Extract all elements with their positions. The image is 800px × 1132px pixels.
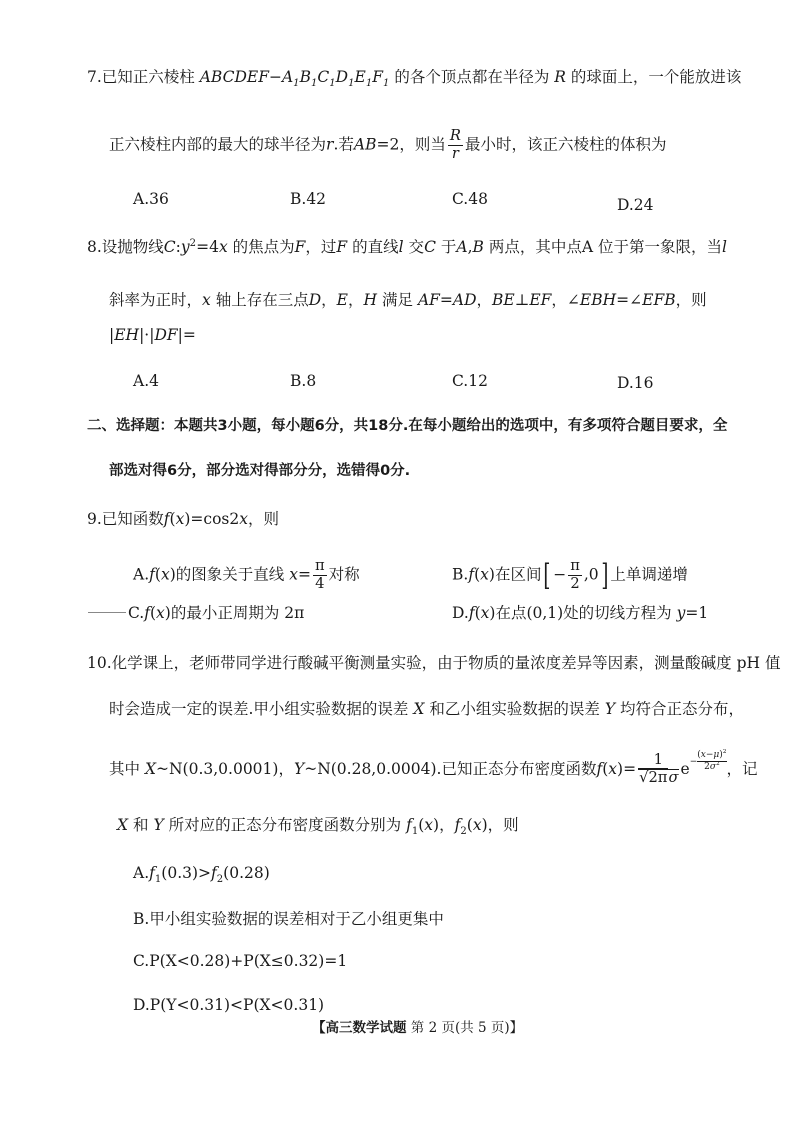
footer-page-number: 第 2 页(共 5 页)】 bbox=[410, 1020, 524, 1036]
section2-heading-line1: 二、选择题：本题共3小题，每小题6分，共18分.在每小题给出的选项中，有多项符合题目要求，全 bbox=[87, 418, 728, 434]
q10-option-c[interactable]: C.P(X<0.28)+P(X≤0.32)=1 bbox=[133, 952, 348, 970]
q7-option-c[interactable]: C.48 bbox=[452, 190, 488, 208]
q7-stem-line2: 正六棱柱内部的最大的球半径为r.若AB=2，则当 $\frac{R}{r}$ 最小时，该正六棱柱的体积为 bbox=[109, 127, 667, 162]
q8-stem-line3: |EH|·|DF|= bbox=[109, 326, 196, 344]
q9-fraction-pi-over-2: $\frac{\pi}{2}$ bbox=[570, 557, 580, 592]
q9-stem: 9.已知函数f(x)=cos2x，则 bbox=[87, 510, 279, 528]
q10-stem-line2: 时会造成一定的误差.甲小组实验数据的误差 X 和乙小组实验数据的误差 Y 均符合正态分布， bbox=[109, 700, 744, 718]
q8-option-a[interactable]: A.4 bbox=[133, 372, 159, 390]
q10-stem-line4: X 和 Y 所对应的正态分布密度函数分别为 $f_1(x)$，$f_2(x)$，则 bbox=[117, 816, 519, 838]
page-footer bbox=[312, 1020, 523, 1036]
q10-stem-line3: 其中 X~N(0.3,0.0001)，Y~N(0.28,0.0004).已知正态分布密度函数f(x)= $\frac{1}{√2\pi\sigma}$ $e^{- \frac{(x-\mu)^2}{2\sigma^2}}$ ，记 bbox=[109, 749, 758, 787]
q9-option-c[interactable]: C.f(x)的最小正周期为 2π bbox=[128, 604, 305, 622]
q10-option-d[interactable]: D.P(Y<0.31)<P(X<0.31) bbox=[133, 996, 325, 1014]
q10-stem-line1: 10.化学课上，老师带同学进行酸碱平衡测量实验，由于物质的量浓度差异等因素，测量酸碱度 pH 值 bbox=[87, 654, 781, 672]
q8-stem-line2: 斜率为正时，x 轴上存在三点D，E，H 满足 AF=AD，BE⊥EF，∠EBH=∠EFB，则 bbox=[109, 291, 707, 309]
q9-fraction-pi-over-4: $\frac{\pi}{4}$ bbox=[314, 557, 325, 592]
q9-option-c-mark bbox=[88, 612, 126, 613]
q9-option-a[interactable]: A.f(x)的图象关于直线 x= $\frac{\pi}{4}$ 对称 bbox=[133, 557, 360, 592]
q9-option-b[interactable]: B.f(x)在区间[ − $\frac{\pi}{2}$ ,0] 上单调递增 bbox=[452, 557, 688, 593]
q8-option-d[interactable]: D.16 bbox=[617, 374, 654, 392]
q8-option-b[interactable]: B.8 bbox=[290, 372, 317, 390]
q7-option-a[interactable]: A.36 bbox=[133, 190, 169, 208]
q7-prism-name: $ABCDEF-A_1B_1C_1D_1E_1F_1$ bbox=[199, 68, 390, 90]
q7-fraction-R-over-r: $\frac{R}{r}$ bbox=[449, 127, 461, 162]
footer-title: 【高三数学试题 bbox=[312, 1020, 407, 1036]
q7-option-b[interactable]: B.42 bbox=[290, 190, 327, 208]
section2-heading-line2: 部选对得6分，部分选对得部分分，选错得0分. bbox=[109, 463, 411, 479]
q10-option-b[interactable]: B.甲小组实验数据的误差相对于乙小组更集中 bbox=[133, 910, 444, 928]
q8-stem-line1: 8.设抛物线$C:y^2=4x$ 的焦点为F，过F 的直线l 交C 于A,B 两点，其中点A 位于第一象限，当l bbox=[87, 237, 727, 256]
q7-stem-prefix: 7.已知正六棱柱 bbox=[87, 68, 195, 86]
q8-option-c[interactable]: C.12 bbox=[452, 372, 488, 390]
q10-option-a[interactable]: $A.f_1(0.3)>f_2(0.28)$ bbox=[133, 864, 270, 886]
q7-option-d[interactable]: D.24 bbox=[617, 196, 654, 214]
q10-normal-density-fraction: $\frac{1}{√2\pi\sigma}$ bbox=[639, 751, 679, 787]
q9-option-d[interactable]: D.f(x)在点(0,1)处的切线方程为 y=1 bbox=[452, 604, 709, 622]
q7-stem-line1: 7.已知正六棱柱 $ABCDEF-A_1B_1C_1D_1E_1F_1$ 的各个顶点都在半径为 R 的球面上，一个能放进该 bbox=[87, 68, 742, 90]
